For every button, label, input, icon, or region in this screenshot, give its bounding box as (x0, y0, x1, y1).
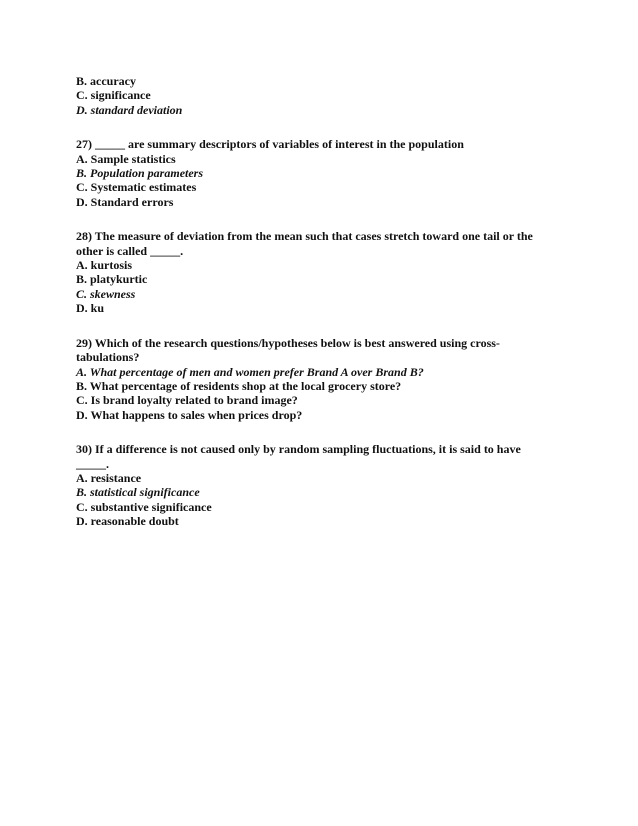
option-d-correct: D. standard deviation (76, 102, 183, 117)
option-b-correct: B. statistical significance (76, 485, 200, 500)
question-text-line-1: 29) Which of the research questions/hypotheses below is best answered using cross- (76, 335, 500, 350)
question-28 (76, 229, 576, 315)
option-b: B. platykurtic (76, 272, 148, 287)
document-page (76, 74, 576, 549)
option-d: D. ku (76, 301, 105, 316)
option-c-correct: C. skewness (76, 286, 136, 301)
question-27 (76, 137, 576, 209)
option-b-correct: B. Population parameters (76, 166, 204, 181)
question-text-line-2: _____. (76, 456, 109, 471)
option-c: C. significance (76, 88, 151, 103)
option-d: D. reasonable doubt (76, 514, 179, 529)
option-a: A. kurtosis (76, 258, 133, 273)
question-text-line-2: other is called _____. (76, 243, 184, 258)
question-text-line-1: 28) The measure of deviation from the mean such that cases stretch toward one tail or the (76, 229, 533, 244)
option-a-correct: A. What percentage of men and women prefer Brand A over Brand B? (76, 364, 424, 379)
question-text-line-1: 30) If a difference is not caused only by random sampling fluctuations, it is said to have (76, 442, 521, 457)
option-b: B. accuracy (76, 74, 136, 88)
option-a: A. resistance (76, 470, 142, 485)
option-c: C. Systematic estimates (76, 180, 197, 195)
question-29 (76, 336, 576, 422)
option-b: B. What percentage of residents shop at the local grocery store? (76, 378, 402, 393)
option-d: D. Standard errors (76, 194, 174, 209)
question-30 (76, 442, 576, 528)
option-c: C. substantive significance (76, 499, 212, 514)
option-d: D. What happens to sales when prices drop? (76, 407, 303, 422)
question-text: 27) _____ are summary descriptors of variables of interest in the population (76, 137, 464, 152)
question-26-continuation (76, 74, 576, 117)
question-text-line-2: tabulations? (76, 350, 140, 365)
option-c: C. Is brand loyalty related to brand image? (76, 393, 298, 408)
option-a: A. Sample statistics (76, 151, 176, 166)
